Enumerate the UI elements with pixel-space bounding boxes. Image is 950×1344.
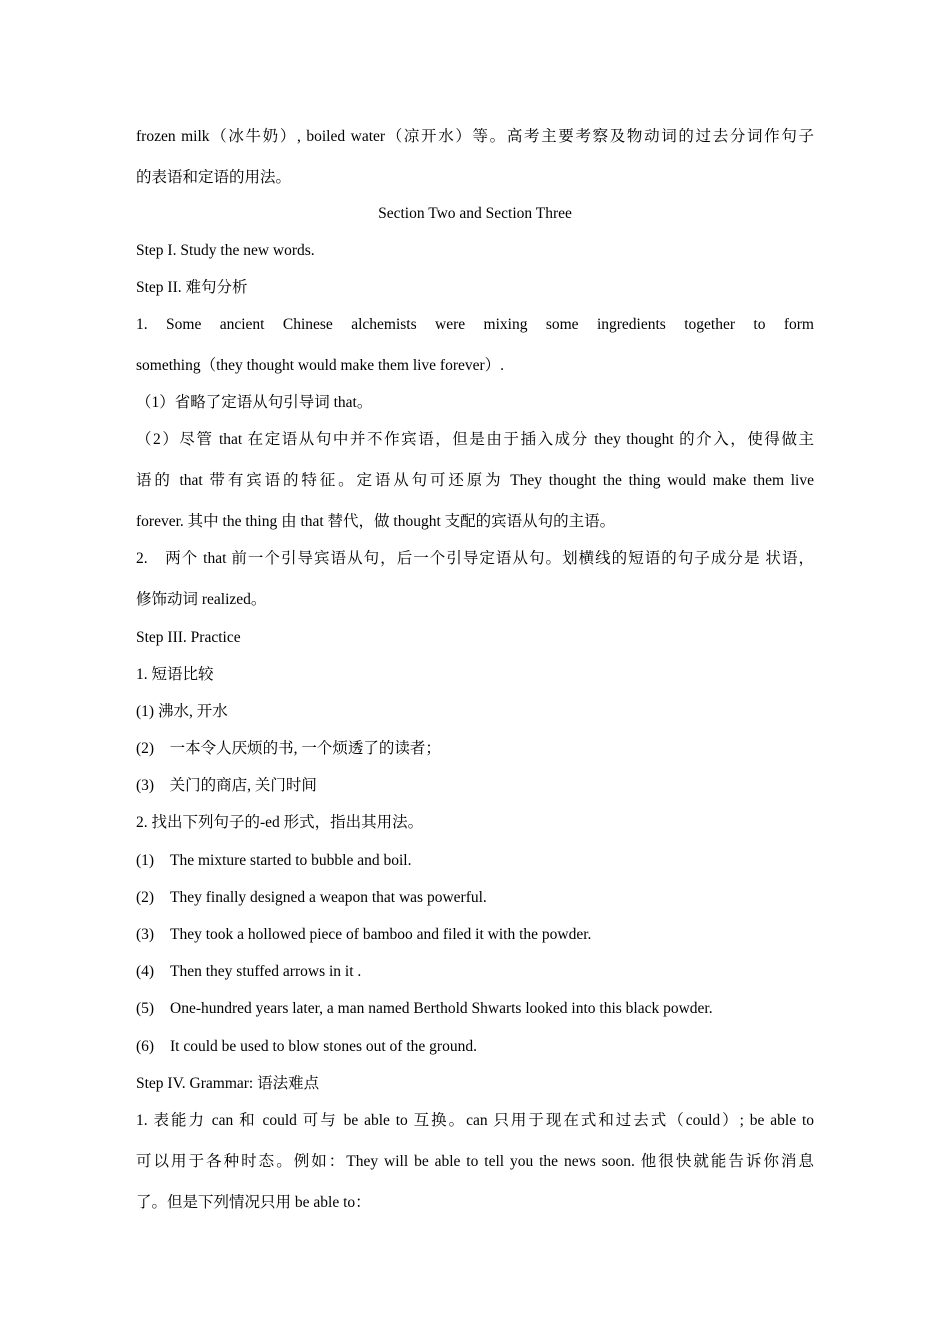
step-heading: Step II. 难句分析	[136, 279, 248, 296]
paragraph-line: 1. Some ancient Chinese alchemists were mixing some ingredients together to form	[136, 316, 814, 333]
step-heading: Step III. Practice	[136, 629, 241, 646]
paragraph-line: forever. 其中 the thing 由 that 替代，做 thought 支配的宾语从句的主语。	[136, 513, 616, 530]
paragraph-line: 语的 that 带有宾语的特征。定语从句可还原为 They thought the thing would make them live	[136, 472, 814, 489]
paragraph-line: something（they thought would make them live forever）.	[136, 357, 505, 374]
paragraph-line: （2）尽管 that 在定语从句中并不作宾语，但是由于插入成分 they thought 的介入，使得做主	[136, 431, 814, 448]
list-item: (1) 沸水, 开水	[136, 703, 228, 720]
paragraph-line: （1）省略了定语从句引导词 that。	[136, 394, 373, 411]
paragraph-line: 了。但是下列情况只用 be able to：	[136, 1194, 371, 1211]
list-item	[136, 888, 487, 908]
item-number: (2)	[136, 889, 155, 906]
item-text: They finally designed a weapon that was powerful.	[170, 889, 487, 906]
item-text: It could be used to blow stones out of the ground.	[170, 1038, 477, 1055]
paragraph-line: frozen milk（冰牛奶）, boiled water（凉开水）等。高考主要考察及物动词的过去分词作句子	[136, 128, 814, 145]
step-heading: Step I. Study the new words.	[136, 242, 315, 259]
section-heading: Section Two and Section Three	[378, 205, 572, 222]
item-text: One-hundred years later, a man named Berthold Shwarts looked into this black powder.	[170, 1000, 713, 1017]
paragraph-line: 2. 两个 that 前一个引导宾语从句，后一个引导定语从句。划横线的短语的句子成分是 状语，	[136, 550, 814, 567]
paragraph-line: 的表语和定语的用法。	[136, 169, 292, 186]
list-item: (3) 关门的商店, 关门时间	[136, 777, 317, 794]
paragraph-line: 可以用于各种时态。例如：They will be able to tell you the news soon. 他很快就能告诉你消息	[136, 1153, 814, 1170]
list-item	[136, 962, 361, 982]
item-text: Then they stuffed arrows in it .	[170, 963, 362, 980]
item-number: (1)	[136, 852, 155, 869]
list-item	[136, 999, 713, 1019]
item-number: (4)	[136, 963, 155, 980]
item-number: (5)	[136, 1000, 155, 1017]
item-number: (3)	[136, 926, 155, 943]
list-item	[136, 851, 411, 871]
list-item	[136, 1037, 477, 1057]
item-text: The mixture started to bubble and boil.	[170, 852, 412, 869]
list-heading: 2. 找出下列句子的-ed 形式，指出其用法。	[136, 814, 424, 831]
item-text: They took a hollowed piece of bamboo and filed it with the powder.	[170, 926, 592, 943]
step-heading: Step IV. Grammar: 语法难点	[136, 1075, 320, 1092]
paragraph-line: 修饰动词 realized。	[136, 591, 267, 608]
item-number: (6)	[136, 1038, 155, 1055]
paragraph-line: 1. 表能力 can 和 could 可与 be able to 互换。can 只用于现在式和过去式（could）; be able to	[136, 1112, 814, 1129]
list-item: (2) 一本令人厌烦的书, 一个烦透了的读者；	[136, 740, 441, 757]
list-heading: 1. 短语比较	[136, 666, 214, 683]
list-item	[136, 925, 591, 945]
